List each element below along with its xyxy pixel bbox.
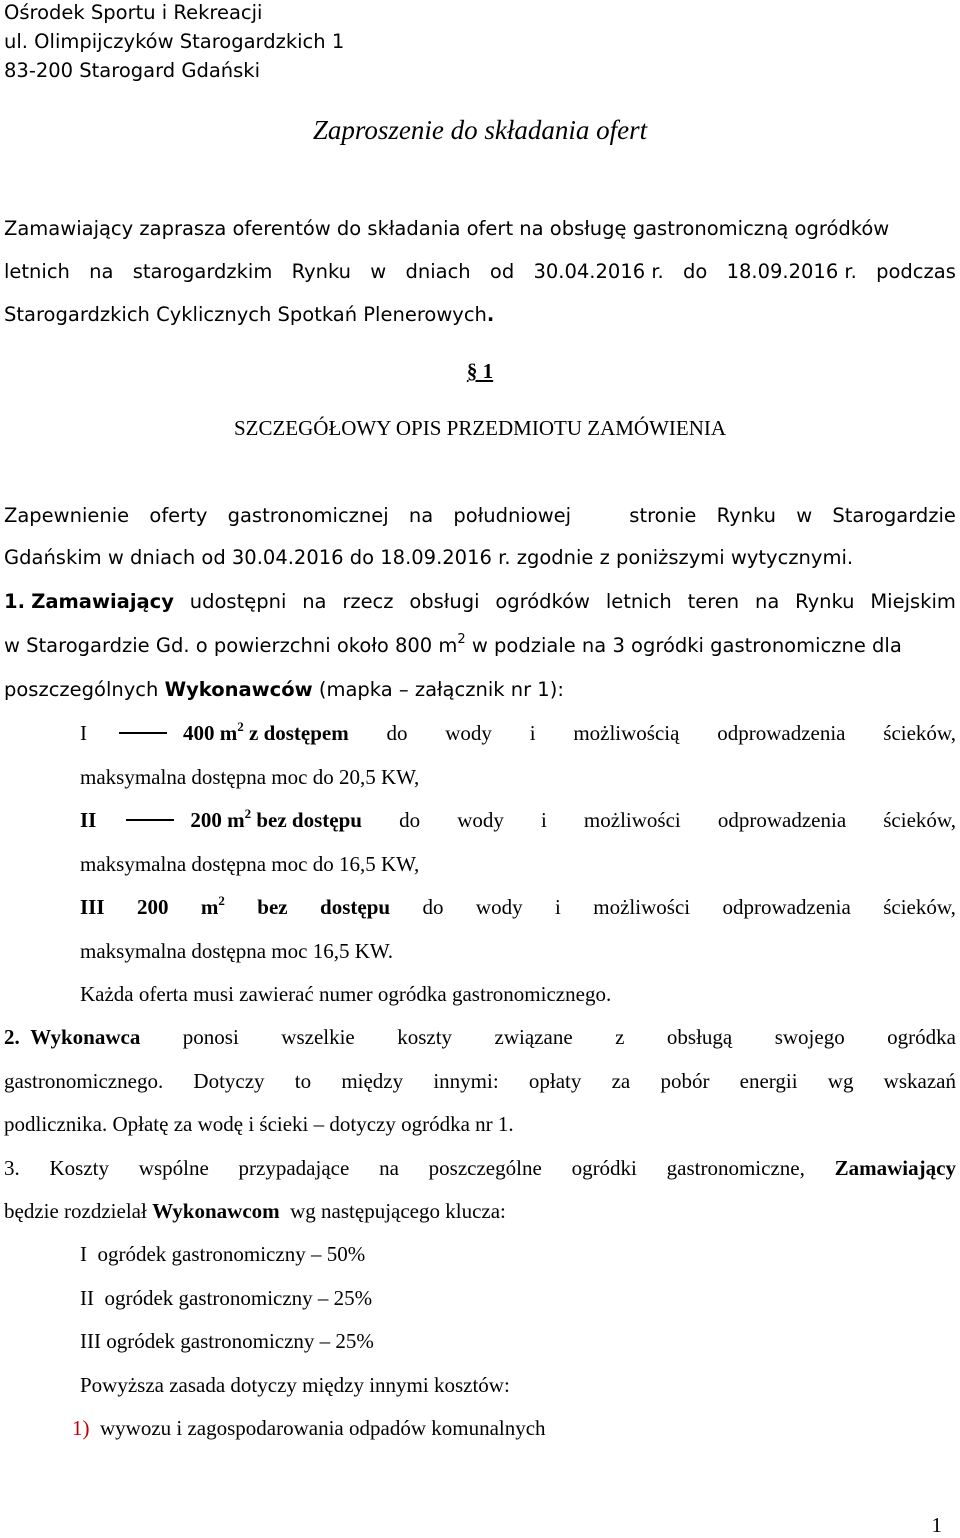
item-2-line-1: 2. Wykonawca ponosi wszelkie koszty związane z obsługą swojego ogródka — [4, 1025, 956, 1049]
organization-street: ul. Olimpijczyków Starogardzkich 1 — [4, 30, 345, 53]
document-title: Zaproszenie do składania ofert — [312, 115, 648, 145]
item-3-line-1: 3. Koszty wspólne przypadające na poszczególne ogródki gastronomiczne, Zamawiający — [4, 1156, 956, 1180]
cost-item-1: 1) wywozu i zagospodarowania odpadów komunalnych — [72, 1416, 546, 1440]
garden-3-line-2: maksymalna dostępna moc 16,5 KW. — [80, 939, 394, 963]
garden-1-line-1: I 400 $m^2$ z dostępem do wody i możliwością odprowadzenia ścieków, — [80, 719, 956, 745]
item-2-line-3: podlicznika. Opłatę za wodę i ścieki – dotyczy ogródka nr 1. — [4, 1112, 514, 1136]
organization-name: Ośrodek Sportu i Rekreacji — [4, 1, 263, 24]
garden-1-line-2: maksymalna dostępna moc do 20,5 KW, — [80, 765, 420, 789]
page-number: 1 — [931, 1513, 942, 1537]
garden-note: Każda oferta musi zawierać numer ogródka gastronomicznego. — [80, 982, 612, 1006]
key-garden-3: III ogródek gastronomiczny – 25% — [80, 1329, 374, 1353]
paragraph-1-line-1: Zapewnienie oferty gastronomicznej na południowej stronie Rynku w Starogardzie — [4, 504, 956, 527]
item-2-line-2: gastronomicznego. Dotyczy to między innymi: opłaty za pobór energii wg wskazań — [4, 1069, 956, 1093]
item-1-line-2: w Starogardzie Gd. o powierzchni około 800 $m^2$ w podziale na 3 ogródki gastronomiczne dla — [4, 632, 902, 657]
intro-line-1: Zamawiający zaprasza oferentów do składania ofert na obsługę gastronomiczną ogródków — [4, 217, 890, 240]
garden-2-line-1: II 200 $m^2$ bez dostępu do wody i możliwości odprowadzenia ścieków, — [80, 806, 956, 832]
paragraph-1-line-2: Gdańskim w dniach od 30.04.2016 do 18.09.2016 r. zgodnie z poniższymi wytycznymi. — [4, 546, 854, 569]
key-note: Powyższa zasada dotyczy między innymi kosztów: — [80, 1373, 510, 1397]
section-mark: § 1 — [466, 359, 494, 383]
item-1-line-3: poszczególnych Wykonawców (mapka – załącznik nr 1): — [4, 678, 564, 701]
organization-city: 83-200 Starogard Gdański — [4, 59, 261, 82]
dash-rule — [126, 819, 174, 821]
item-3-line-2: będzie rozdzielał Wykonawcom wg następującego klucza: — [4, 1199, 506, 1223]
garden-2-line-2: maksymalna dostępna moc do 16,5 KW, — [80, 852, 420, 876]
key-garden-2: II ogródek gastronomiczny – 25% — [80, 1286, 373, 1310]
garden-3-line-1: III 200 $m^2$ bez dostępu do wody i możliwości odprowadzenia ścieków, — [80, 893, 956, 919]
intro-line-2: letnich na starogardzkim Rynku w dniach od 30.04.2016 r. do 18.09.2016 r. podczas — [4, 260, 956, 283]
item-1-line-1: 1. Zamawiający udostępni na rzecz obsługi ogródków letnich teren na Rynku Miejskim — [4, 590, 956, 613]
intro-line-3: Starogardzkich Cyklicznych Spotkań Plenerowych. — [4, 303, 495, 326]
dash-rule — [119, 732, 167, 734]
section-heading: SZCZEGÓŁOWY OPIS PRZEDMIOTU ZAMÓWIENIA — [233, 416, 727, 440]
key-garden-1: I ogródek gastronomiczny – 50% — [80, 1242, 366, 1266]
